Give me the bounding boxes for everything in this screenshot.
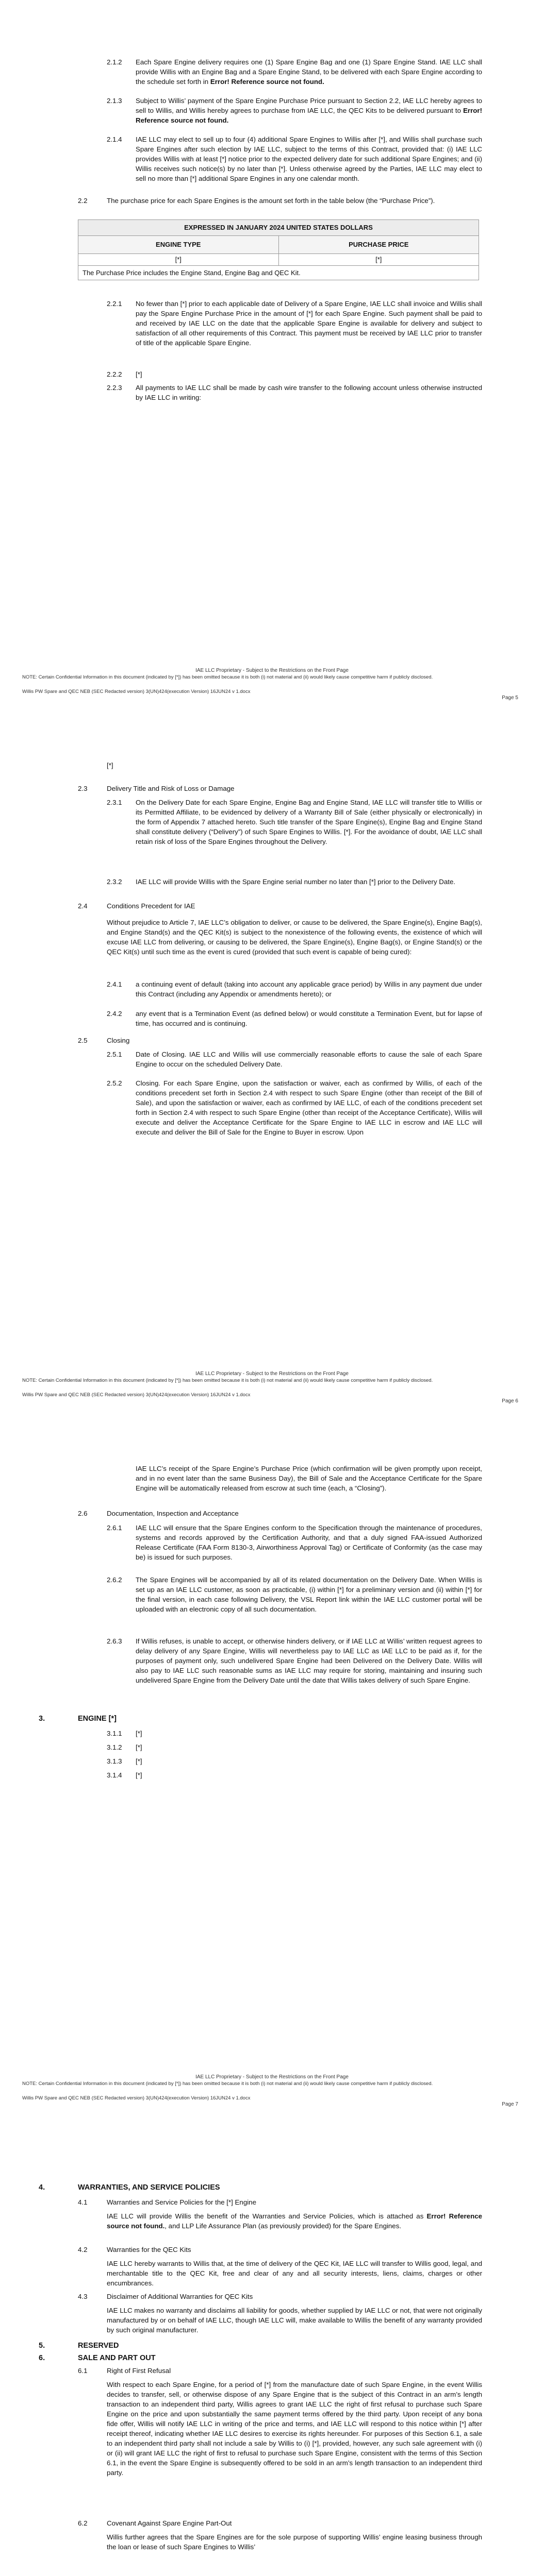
section-number: 2.4 — [78, 902, 88, 910]
section-number: 2.5 — [78, 1037, 88, 1044]
section-6-title: SALE AND PART OUT — [78, 2354, 156, 2362]
section-number: 2.1.3 — [107, 97, 122, 105]
section-2-6-1: IAE LLC will ensure that the Spare Engines conform to the Specification through the maintenance of procedures, systems and records approved by the Certification Authority, and that a duly signed FAA-issued Authorized Release Certificate (FAA Form 8130-3, Airworthiness Approval Tag) or Certificate of Conformity (as the case may be) is issued for such purposes. — [136, 1524, 482, 1561]
section-3-1-2: [*] — [136, 1743, 142, 1751]
section-number: 4. — [39, 2183, 45, 2192]
section-2-1-4: IAE LLC may elect to sell up to four (4) additional Spare Engines to Willis after [*], and Willis shall purchase such Spare Engines after such election by IAE LLC, subject to the terms of this Contract, provided that: (i) IAE LLC provides Willis with at least [*] notice prior to the expected delivery date for such additional Spare Engines; and (ii) Willis receives such notice(s) by no later than [*]. Unless otherwise agreed by the Parties, IAE LLC may elect to sell no more than [*] additional Spare Engines in any one calendar month. — [136, 135, 482, 182]
section-6-2-title: Covenant Against Spare Engine Part-Out — [107, 2519, 232, 2527]
footer-note: NOTE: Certain Confidential Information in this document (indicated by [*]) has been omitted because it is both (i) not material and (ii) would likely cause competitive harm if publicly disclosed. — [22, 674, 433, 680]
section-2-4-2: any event that is a Termination Event (as defined below) or would constitute a Termination Event, but for lapse of time, has occurred and is continuing. — [136, 1010, 482, 1027]
page-7 — [0, 1406, 544, 2110]
section-number: 2.6.3 — [107, 1637, 122, 1645]
section-number: 2.3.2 — [107, 878, 122, 886]
section-6-1-title: Right of First Refusal — [107, 2367, 171, 2375]
section-2-4-text: Without prejudice to Article 7, IAE LLC’s obligation to deliver, or cause to be delivered, the Spare Engine(s), Engine Bag(s), and Engine Stand(s) and the QEC Kit(s) is subject to the nonexistence of the following events, the existence of which will excuse IAE LLC from delivering, or causing to be delivered, the Spare Engine(s), Engine Bag(s), or Engine Stand(s) or the QEC Kit(s) until such time as the event is cured (provided that such event is capable of being cured): — [107, 919, 482, 956]
section-2-5-2-continued: IAE LLC’s receipt of the Spare Engine’s Purchase Price (which confirmation will be given promptly upon receipt, and in no event later than the same Business Day), the Bill of Sale and the Acceptance Certificate for the Spare Engine will be automatically released from escrow at such time (each, a “Closing”). — [136, 1465, 482, 1492]
section-number: 2.3 — [78, 785, 88, 792]
redacted-text: [*] — [107, 761, 113, 769]
section-number: 2.4.1 — [107, 980, 122, 988]
section-2-2-2: [*] — [136, 370, 142, 378]
section-number: 4.2 — [78, 2246, 88, 2253]
footer-note: NOTE: Certain Confidential Information in this document (indicated by [*]) has been omitted because it is both (i) not material and (ii) would likely cause competitive harm if publicly disclosed. — [22, 2081, 433, 2087]
table-header-purchase-price: PURCHASE PRICE — [278, 236, 479, 253]
page-number: Page 5 — [502, 695, 518, 701]
section-2-2: The purchase price for each Spare Engines is the amount set forth in the table below (the “Purchase Price”). — [107, 197, 435, 205]
section-3-1-4: [*] — [136, 1771, 142, 1779]
section-number: 4.3 — [78, 2293, 88, 2300]
section-number: 2.1.2 — [107, 58, 122, 66]
section-number: 2.5.1 — [107, 1050, 122, 1058]
table-note: The Purchase Price includes the Engine Stand, Engine Bag and QEC Kit. — [78, 266, 479, 280]
section-number: 2.1.4 — [107, 135, 122, 143]
section-2-6-title: Documentation, Inspection and Acceptance — [107, 1510, 239, 1517]
section-number: 2.4.2 — [107, 1010, 122, 1018]
section-4-2-title: Warranties for the QEC Kits — [107, 2246, 191, 2253]
footer-proprietary: IAE LLC Proprietary - Subject to the Restrictions on the Front Page — [195, 668, 349, 673]
section-2-2-3: All payments to IAE LLC shall be made by cash wire transfer to the following account unless otherwise instructed by IAE LLC in writing: — [136, 384, 482, 401]
section-2-3-2: IAE LLC will provide Willis with the Spare Engine serial number no later than [*] prior to the Delivery Date. — [136, 878, 456, 886]
section-2-2-1: No fewer than [*] prior to each applicable date of Delivery of a Spare Engine, IAE LLC shall invoice and Willis shall pay the Spare Engine Purchase Price in the amount of [*] for each Spare Engine. Such payment shall be paid to and received by IAE LLC on the date that the applicable Spare Engine is available for delivery and subject to satisfaction of all other requirements of this Contract. This payment must be received by IAE LLC prior to transfer of title of the applicable Spare Engine. — [136, 300, 482, 347]
section-2-3-title: Delivery Title and Risk of Loss or Damage — [107, 785, 235, 792]
section-3-1-3: [*] — [136, 1757, 142, 1765]
page-8 — [0, 2110, 544, 2576]
section-number: 2.2 — [78, 197, 88, 205]
section-2-1-2: Each Spare Engine delivery requires one (1) Spare Engine Bag and one (1) Spare Engine Stand. IAE LLC shall provide Willis with an Engine Bag and a Spare Engine Stand, to be delivered with each Spare Engine according to the schedule set forth in Error! Reference source not found. — [136, 58, 482, 86]
table-cell: [*] — [78, 254, 278, 265]
section-2-4-1: a continuing event of default (taking into account any applicable grace period) by Willis in any payment due under this Contract (including any Appendix or amendments hereto); or — [136, 980, 482, 998]
section-2-5-1: Date of Closing. IAE LLC and Willis will use commercially reasonable efforts to cause the sale of each Spare Engine to occur on the scheduled Delivery Date. — [136, 1050, 482, 1068]
footer-note: NOTE: Certain Confidential Information in this document (indicated by [*]) has been omitted because it is both (i) not material and (ii) would likely cause competitive harm if publicly disclosed. — [22, 1378, 433, 1383]
footer-file: Willis PW Spare and QEC NEB (SEC Redacted version) 3(UN)424(execution Version) 16JUN24 v 1.docx — [22, 2095, 251, 2101]
section-number: 3. — [39, 1715, 45, 1723]
section-number: 2.2.1 — [107, 300, 122, 308]
section-4-title: WARRANTIES, AND SERVICE POLICIES — [78, 2183, 220, 2192]
section-6-1-text: With respect to each Spare Engine, for a period of [*] from the manufacture date of such Spare Engine, in the event Willis decides to transfer, sell, or otherwise dispose of any Spare Engine that is the subject of this Contract in an arm’s length transaction to an independent third party, Willis agrees to grant IAE LLC the right of first refusal to purchase such Spare Engine on the price and upon substantially the same payment terms offered by the third party. Upon receipt of any bona fide offer, Willis will notify IAE LLC in writing of the price and terms, and IAE LLC will respond to this notice within [*] after receipt thereof, indicating whether IAE LLC desires to exercise its rights hereunder. For purposes of this Section 6.1, a sale to an independent third party shall not include a sale by Willis to (i) [*], provided, however, any such sale agreement with (i) or (ii) will grant IAE LLC the right of first to refusal to purchase such Spare Engine, consistent with the terms of this Section 6.1, in the event the Spare Engine is subsequently offered to be sold in an arm’s length transaction to an independent third party. — [107, 2381, 482, 2477]
section-number: 2.3.1 — [107, 799, 122, 806]
purchase-price-table — [78, 219, 479, 280]
section-2-6-3: If Willis refuses, is unable to accept, or otherwise hinders delivery, or if IAE LLC at Willis’ written request agrees to delay delivery of any Spare Engine, Willis will nevertheless pay to IAE LLC as IAE LLC to be paid as if, for the purposes of payment only, such undelivered Spare Engine had been Delivered on the Delivery Date. Willis will also pay to IAE LLC such reasonable sums as IAE LLC may require for storing, maintaining and insuring such undelivered Spare Engine from the Delivery Date until the date that Willis takes delivery of such Spare Engine. — [136, 1637, 482, 1684]
page-number: Page 7 — [502, 2102, 518, 2107]
section-number: 3.1.1 — [107, 1730, 122, 1737]
page-5 — [0, 0, 544, 703]
section-number: 2.2.3 — [107, 384, 122, 392]
footer-file: Willis PW Spare and QEC NEB (SEC Redacted version) 3(UN)424(execution Version) 16JUN24 v 1.docx — [22, 1392, 251, 1398]
section-6-2-text: Willis further agrees that the Spare Engines are for the sole purpose of supporting Willis’ engine leasing business through the loan or lease of such Spare Engines to Willis’ — [107, 2533, 482, 2551]
section-2-5-2: Closing. For each Spare Engine, upon the satisfaction or waiver, each as confirmed by Willis, of each of the conditions precedent set forth in Section 2.4 with respect to such Spare Engine (other than receipt of the Bill of Sale), and upon the satisfaction or waiver, each as confirmed by IAE LLC, of each of the conditions precedent set forth in Section 2.4 with respect to such Spare Engine (other than receipt of the Acceptance Certificate), Willis will execute and deliver the Acceptance Certificate for the Spare Engine to IAE LLC in escrow and IAE LLC will execute and deliver the Bill of Sale for the Engine to Buyer in escrow. Upon — [136, 1079, 482, 1136]
section-4-1-text: IAE LLC will provide Willis the benefit of the Warranties and Service Policies, which is attached as Error! Reference source not found., and LLP Life Assurance Plan (as previously provided) for the Spare Engines. — [107, 2212, 482, 2230]
section-2-1-3: Subject to Willis’ payment of the Spare Engine Purchase Price pursuant to Section 2.2, IAE LLC hereby agrees to sell to Willis, and Willis hereby agrees to purchase from IAE LLC, the QEC Kits to be delivered pursuant to Error! Reference source not found. — [136, 97, 483, 124]
section-number: 2.6.1 — [107, 1524, 122, 1532]
section-number: 3.1.3 — [107, 1757, 122, 1765]
section-5-title: RESERVED — [78, 2342, 119, 2350]
section-4-3-text: IAE LLC makes no warranty and disclaims all liability for goods, whether supplied by IAE LLC or not, that were not originally manufactured by or on behalf of IAE LLC, though IAE LLC will, make available to Willis the benefit of any warranty provided by such original manufacturer. — [107, 2307, 482, 2334]
section-number: 6.2 — [78, 2519, 88, 2527]
section-number: 2.2.2 — [107, 370, 122, 378]
section-4-1-title: Warranties and Service Policies for the [*] Engine — [107, 2198, 256, 2206]
section-number: 5. — [39, 2342, 45, 2350]
section-2-4-title: Conditions Precedent for IAE — [107, 902, 195, 910]
section-3-1-1: [*] — [136, 1730, 142, 1737]
section-2-5-title: Closing — [107, 1037, 130, 1044]
footer-proprietary: IAE LLC Proprietary - Subject to the Restrictions on the Front Page — [195, 2074, 349, 2080]
section-number: 4.1 — [78, 2198, 88, 2206]
footer-proprietary: IAE LLC Proprietary - Subject to the Restrictions on the Front Page — [195, 1371, 349, 1377]
page-6 — [0, 703, 544, 1406]
table-caption: EXPRESSED IN JANUARY 2024 UNITED STATES DOLLARS — [78, 220, 479, 236]
section-number: 6.1 — [78, 2367, 88, 2375]
section-3-title: ENGINE [*] — [78, 1715, 117, 1723]
section-number: 3.1.4 — [107, 1771, 122, 1779]
section-2-3-1: On the Delivery Date for each Spare Engine, Engine Bag and Engine Stand, IAE LLC will transfer title to Willis or its Permitted Affiliate, to be evidenced by delivery of a Warranty Bill of Sale (either physically or electronically) in the form of Appendix 7 attached hereto. Such title transfer of the Spare Engine(s), Engine Bag and Engine Stand shall constitute delivery (“Delivery”) of such Spare Engines to Willis. [*]. For the avoidance of doubt, IAE LLC shall retain risk of loss of the Spare Engines throughout the Delivery. — [136, 799, 482, 845]
section-number: 2.5.2 — [107, 1079, 122, 1087]
section-2-6-2: The Spare Engines will be accompanied by all of its related documentation on the Delivery Date. When Willis is set up as an IAE LLC customer, as soon as practicable, (i) within [*] for a preliminary version and (ii) within [*] for the final version, in each case following Delivery, the VSL Report link within the IAE LLC customer portal will be uploaded with an electronic copy of all such documentation. — [136, 1576, 482, 1613]
page-number: Page 6 — [502, 1398, 518, 1404]
section-number: 6. — [39, 2354, 45, 2362]
section-number: 2.6 — [78, 1510, 88, 1517]
section-number: 2.6.2 — [107, 1576, 122, 1584]
section-4-2-text: IAE LLC hereby warrants to Willis that, at the time of delivery of the QEC Kit, IAE LLC will transfer to Willis good, legal, and merchantable title to the QEC Kit, free and clear of any and all security interests, liens, claims, charges or other encumbrances. — [107, 2260, 482, 2287]
footer-file: Willis PW Spare and QEC NEB (SEC Redacted version) 3(UN)424(execution Version) 16JUN24 v 1.docx — [22, 689, 251, 694]
section-number: 3.1.2 — [107, 1743, 122, 1751]
table-header-engine-type: ENGINE TYPE — [78, 236, 278, 253]
section-4-3-title: Disclaimer of Additional Warranties for QEC Kits — [107, 2293, 253, 2300]
table-cell: [*] — [278, 254, 479, 265]
